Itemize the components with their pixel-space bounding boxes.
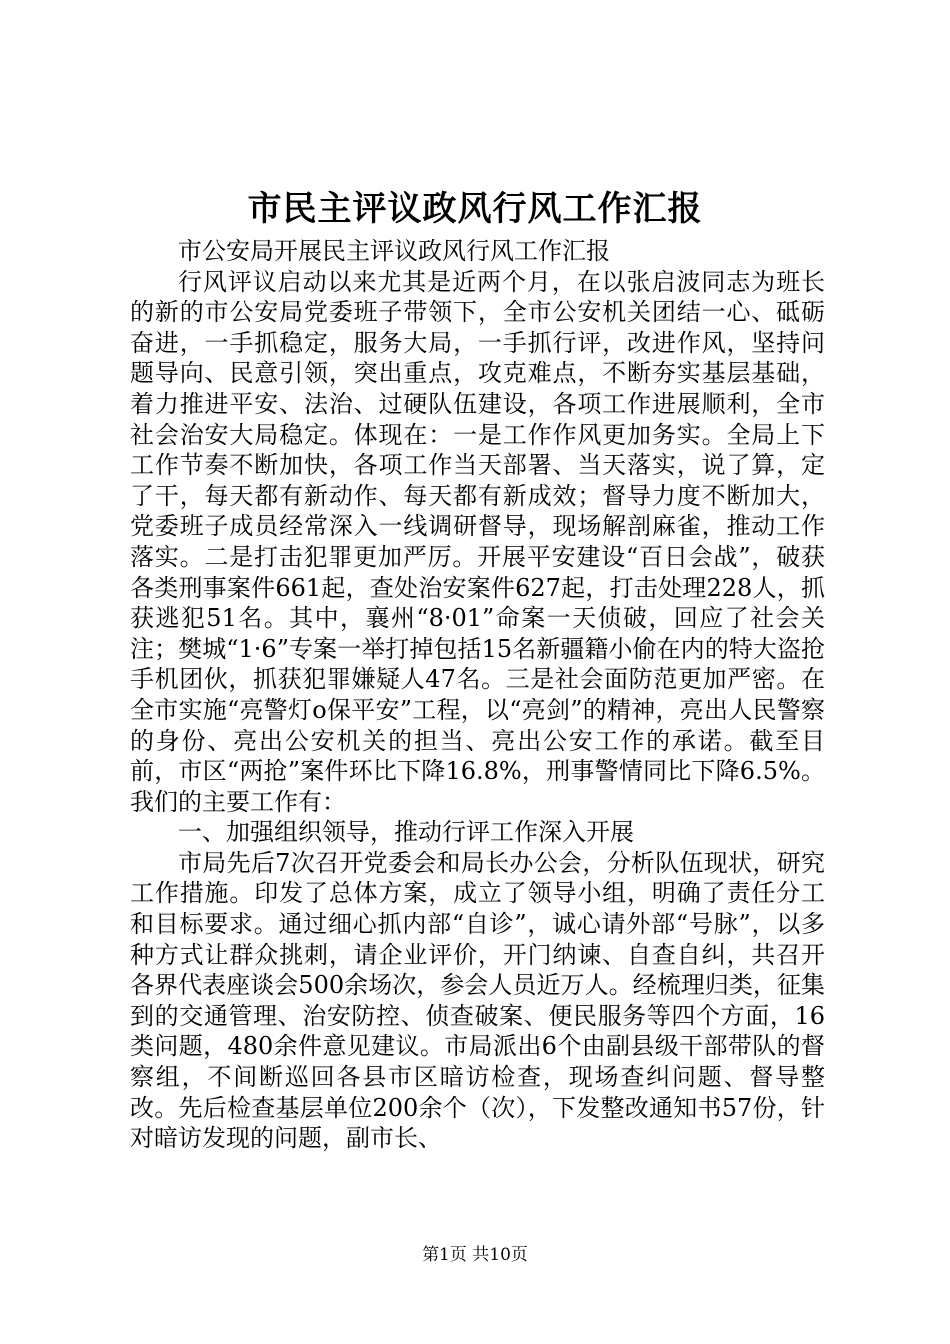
document-body (130, 236, 825, 1154)
section-heading: 一、加强组织领导，推动行评工作深入开展 (178, 818, 634, 847)
subtitle-paragraph: 市公安局开展民主评议政风行风工作汇报 (178, 237, 610, 265)
body-paragraph: 行风评议启动以来尤其是近两个月，在以张启波同志为班长的新的市公安局党委班子带领下，全市公安机关团结一心、砥砺奋进，一手抓稳定，服务大局，一手抓行评，改进作风，坚持问题导向、民意引领，突出重点，攻克难点，不断夯实基层基础，着力推进平安、法治、过硬队伍建设，各项工作进展顺利，全市社会治安大局稳定。体现在：一是工作作风更加务实。全局上下工作节奏不断加快，各项工作当天部署、当天落实，说了算，定了干，每天都有新动作、每天都有新成效；督导力度不断加大，党委班子成员经常深入一线调研督导，现场解剖麻雀，推动工作落实。二是打击犯罪更加严厉。开展平安建设“百日会战”，破获各类刑事案件661起，查处治安案件627起，打击处理228人，抓获逃犯51名。其中，襄州“8·01”命案一天侦破，回应了社会关注；樊城“1·6”专案一举打掉包括15名新疆籍小偷在内的特大盗抢手机团伙，抓获犯罪嫌疑人47名。三是社会面防范更加严密。在全市实施“亮警灯o保平安”工程，以“亮剑”的精神，亮出人民警察的身份、亮出公安机关的担当、亮出公安工作的承诺。截至目前，市区“两抢”案件环比下降16.8%，刑事警情同比下降6.5%。我们的主要工作有： (130, 267, 825, 816)
page-footer: 第1页 共10页 (422, 1245, 528, 1265)
document-title: 市民主评议政风行风工作汇报 (247, 189, 703, 229)
body-paragraph: 市局先后7次召开党委会和局长办公会，分析队伍现状，研究工作措施。印发了总体方案，成立了领导小组，明确了责任分工和目标要求。通过细心抓内部“自诊”，诚心请外部“号脉”，以多种方式让群众挑刺，请企业评价，开门纳谏、自查自纠，共召开各界代表座谈会500余场次，参会人员近万人。经梳理归类，征集到的交通管理、治安防控、侦查破案、便民服务等四个方面，16类问题，480余件意见建议。市局派出6个由副县级干部带队的督察组，不间断巡回各县市区暗访检查，现场查纠问题、督导整改。先后检查基层单位200余个（次），下发整改通知书57份，针对暗访发现的问题，副市长、 (130, 848, 825, 1153)
